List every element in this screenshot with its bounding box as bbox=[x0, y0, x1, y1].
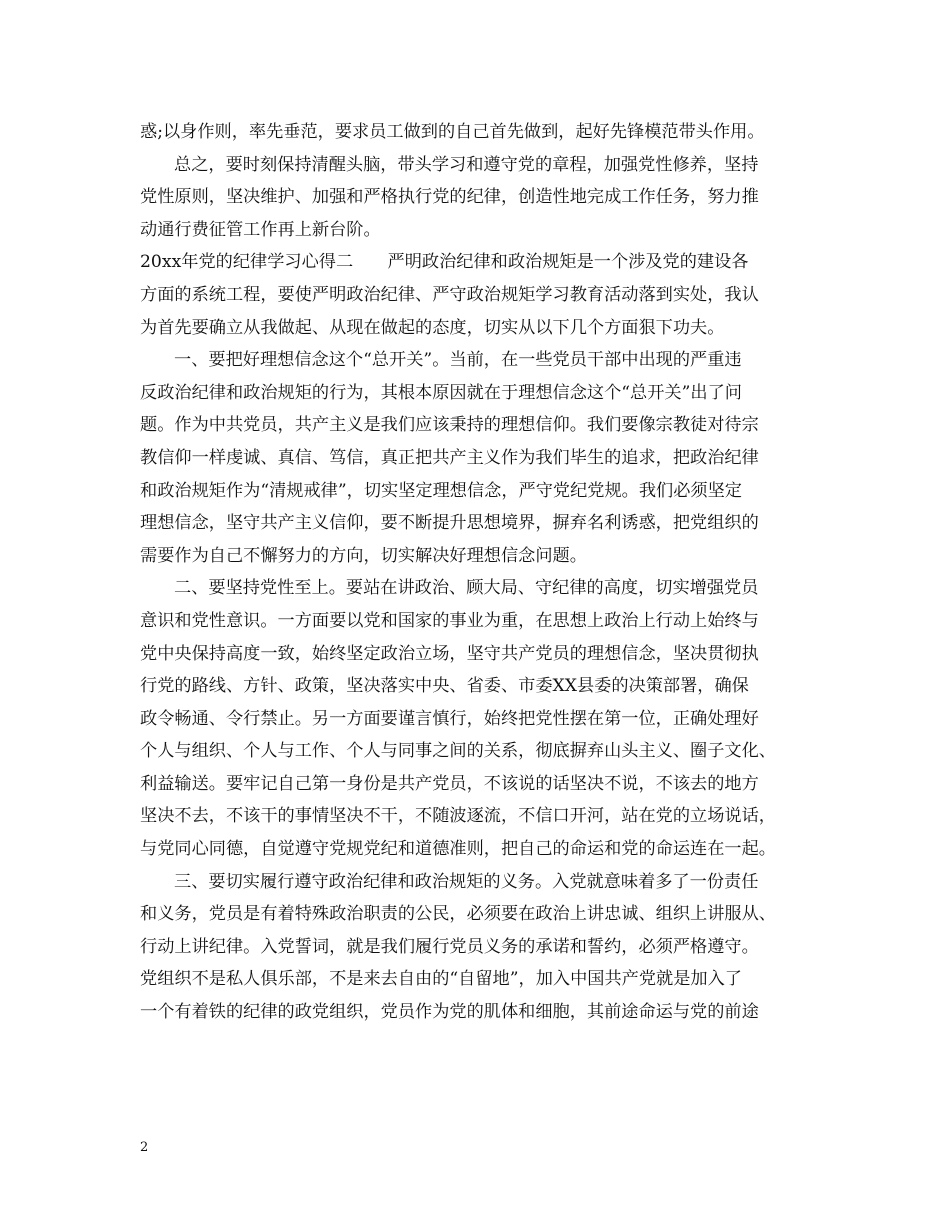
text-line: 行党的路线、方针、政策，坚决落实中央、省委、市委XX县委的决策部署，确保 bbox=[140, 676, 749, 697]
text-line: 动通行费征管工作再上新台阶。 bbox=[140, 219, 381, 240]
text-line: 意识和党性意识。一方面要以党和国家的事业为重，在思想上政治上行动上始终与 bbox=[140, 610, 759, 631]
text-line: 一个有着铁的纪律的政党组织，党员作为党的肌体和细胞，其前途命运与党的前途 bbox=[140, 1002, 759, 1023]
page-number: 2 bbox=[140, 1140, 149, 1155]
text-line: 行动上讲纪律。入党誓词，就是我们履行党员义务的承诺和誓约，必须严格遵守。 bbox=[140, 936, 759, 957]
text-line: 三、要切实履行遵守政治纪律和政治规矩的义务。入党就意味着多了一份责任 bbox=[174, 871, 759, 892]
text-line: 方面的系统工程，要使严明政治纪律、严守政治规矩学习教育活动落到实处，我认 bbox=[140, 284, 759, 305]
text-line: 和政治规矩作为“清规戒律”，切实坚定理想信念，严守党纪党规。我们必须坚定 bbox=[140, 480, 742, 501]
text-line: 和义务，党员是有着特殊政治职责的公民，必须要在政治上讲忠诚、组织上讲服从、 bbox=[140, 904, 776, 925]
text-line: 党中央保持高度一致，始终坚定政治立场，坚守共产党员的理想信念，坚决贯彻执 bbox=[140, 643, 759, 664]
text-line: 20xx年党的纪律学习心得二 严明政治纪律和政治规矩是一个涉及党的建设各 bbox=[140, 252, 749, 273]
text-line: 党性原则，坚决维护、加强和严格执行党的纪律，创造性地完成工作任务，努力推 bbox=[140, 187, 759, 208]
text-line: 题。作为中共党员，共产主义是我们应该秉持的理想信仰。我们要像宗教徒对待宗 bbox=[140, 415, 759, 436]
text-line: 理想信念，坚守共产主义信仰，要不断提升思想境界，摒弃名利诱惑，把党组织的 bbox=[140, 513, 759, 534]
document-body bbox=[140, 116, 820, 1029]
text-line: 需要作为自己不懈努力的方向，切实解决好理想信念问题。 bbox=[140, 545, 587, 566]
text-line: 为首先要确立从我做起、从现在做起的态度，切实从以下几个方面狠下功夫。 bbox=[140, 317, 725, 338]
text-line: 惑;以身作则，率先垂范，要求员工做到的自己首先做到，起好先锋模范带头作用。 bbox=[140, 122, 765, 142]
text-line: 二、要坚持党性至上。要站在讲政治、顾大局、守纪律的高度，切实增强党员 bbox=[174, 578, 759, 599]
text-line: 政令畅通、令行禁止。另一方面要谨言慎行，始终把党性摆在第一位，正确处理好 bbox=[140, 708, 759, 729]
text-line: 一、要把好理想信念这个“总开关”。当前，在一些党员干部中出现的严重违 bbox=[174, 350, 742, 371]
text-line: 反政治纪律和政治规矩的行为，其根本原因就在于理想信念这个“总开关”出了问 bbox=[140, 382, 742, 403]
text-line: 利益输送。要牢记自己第一身份是共产党员，不该说的话坚决不说，不该去的地方 bbox=[140, 773, 759, 794]
text-line: 与党同心同德，自觉遵守党规党纪和道德准则，把自己的命运和党的命运连在一起。 bbox=[140, 839, 776, 860]
text-line: 党组织不是私人俱乐部，不是来去自由的“自留地”，加入中国共产党就是加入了 bbox=[140, 969, 742, 990]
text-line: 个人与组织、个人与工作、个人与同事之间的关系，彻底摒弃山头主义、圈子文化、 bbox=[140, 741, 776, 762]
text-line: 总之，要时刻保持清醒头脑，带头学习和遵守党的章程，加强党性修养，坚持 bbox=[174, 154, 759, 175]
text-line: 坚决不去，不该干的事情坚决不干，不随波逐流，不信口开河，站在党的立场说话， bbox=[140, 806, 776, 827]
text-line: 教信仰一样虔诚、真信、笃信，真正把共产主义作为我们毕生的追求，把政治纪律 bbox=[140, 447, 759, 468]
